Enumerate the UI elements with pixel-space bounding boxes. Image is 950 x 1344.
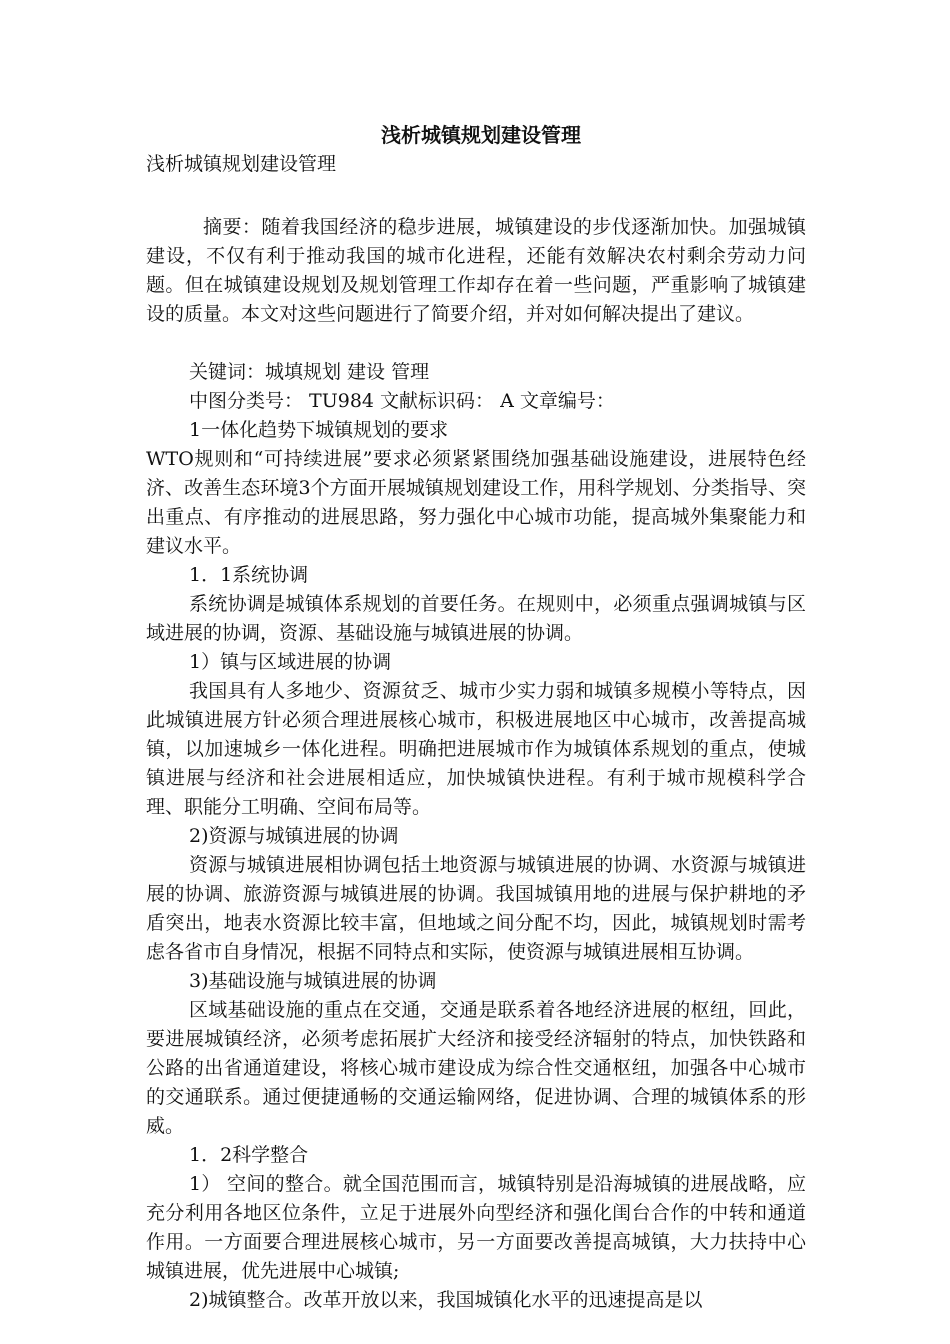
item-2-heading: 2)资源与城镇进展的协调 [189,825,399,847]
document-page [146,120,806,1315]
section-1-2-item-2-paragraph: 2)城镇整合。改革开放以来，我国城镇化水平的迅速提高是以 [189,1289,703,1311]
item-3-heading: 3)基础设施与城镇进展的协调 [189,970,437,992]
section-1-1-paragraph: 系统协调是城镇体系规划的首要任务。在规则中，必须重点强调城镇与区域进展的协调，资源、基础设施与城镇进展的协调。 [146,593,806,644]
item-3-paragraph: 区域基础设施的重点在交通，交通是联系着各地经济进展的枢纽，回此，要进展城镇经济，必须考虑拓展扩大经济和接受经济辐射的特点，加快铁路和公路的出省通道建设，将核心城市建设成为综合性交通枢纽，加强各中心城市的交通联系。通过便捷通畅的交通运输网络，促进协调、合理的城镇体系的形威。 [146,999,806,1137]
section-1-1-heading: 1．1系统协调 [189,564,309,586]
spacer [146,329,806,358]
keywords-line: 关键词：城填规划 建设 管理 [189,361,430,383]
section-1-heading: 1一体化趋势下城镇规划的要求 [189,419,449,441]
document-subtitle: 浅析城镇规划建设管理 [146,153,337,175]
abstract-paragraph: 摘要：随着我国经济的稳步进展，城镇建设的步伐逐渐加快。加强城镇建设，不仅有利于推动我国的城市化进程，还能有效解决农村剩余劳动力问题。但在城镇建设规划及规划管理工作却存在着一些问题，严重影响了城镇建设的质量。本文对这些问题进行了简要介绍，并对如何解决提出了建议。 [146,216,806,325]
section-1-paragraph: WTO规则和“可持续进展”要求必须紧紧围绕加强基础设施建设，进展特色经济、改善生态环境3个方面开展城镇规划建设工作，用科学规划、分类指导、突出重点、有序推动的进展思路，努力强化中心城市功能，提高城外集聚能力和建议水平。 [146,448,806,557]
item-1-heading: 1）镇与区域进展的协调 [189,651,392,673]
item-2-paragraph: 资源与城镇进展相协调包括土地资源与城镇进展的协调、水资源与城镇进展的协调、旅游资源与城镇进展的协调。我国城镇用地的进展与保护耕地的矛盾突出，地表水资源比较丰富，但地域之间分配不均，因此，城镇规划时需考虑各省市自身情况，根据不同特点和实际，使资源与城镇进展相互协调。 [146,854,806,963]
item-1-paragraph: 我国具有人多地少、资源贫乏、城市少实力弱和城镇多规模小等特点，因此城镇进展方针必须合理进展核心城市，积极进展地区中心城市，改善提高城镇，以加速城乡一体化进程。明确把进展城市作为城镇体系规划的重点，使城镇进展与经济和社会进展相适应，加快城镇快进程。有利于城市规模科学合理、职能分工明确、空间布局等。 [146,680,806,818]
classification-line: 中图分类号： TU984 文献标识码： A 文章编号： [189,390,615,412]
section-1-2-heading: 1．2科学整合 [189,1144,309,1166]
document-title: 浅析城镇规划建设管理 [381,123,581,147]
section-1-2-item-1-paragraph: 1） 空间的整合。就全国范围而言，城镇特别是沿海城镇的进展战略，应充分利用各地区位条件，立足于进展外向型经济和强化闺台合作的中转和通道作用。一方面要合理进展核心城市，另一方面要改善提高城镇，大力扶持中心城镇进展，优先进展中心城镇; [146,1173,806,1282]
